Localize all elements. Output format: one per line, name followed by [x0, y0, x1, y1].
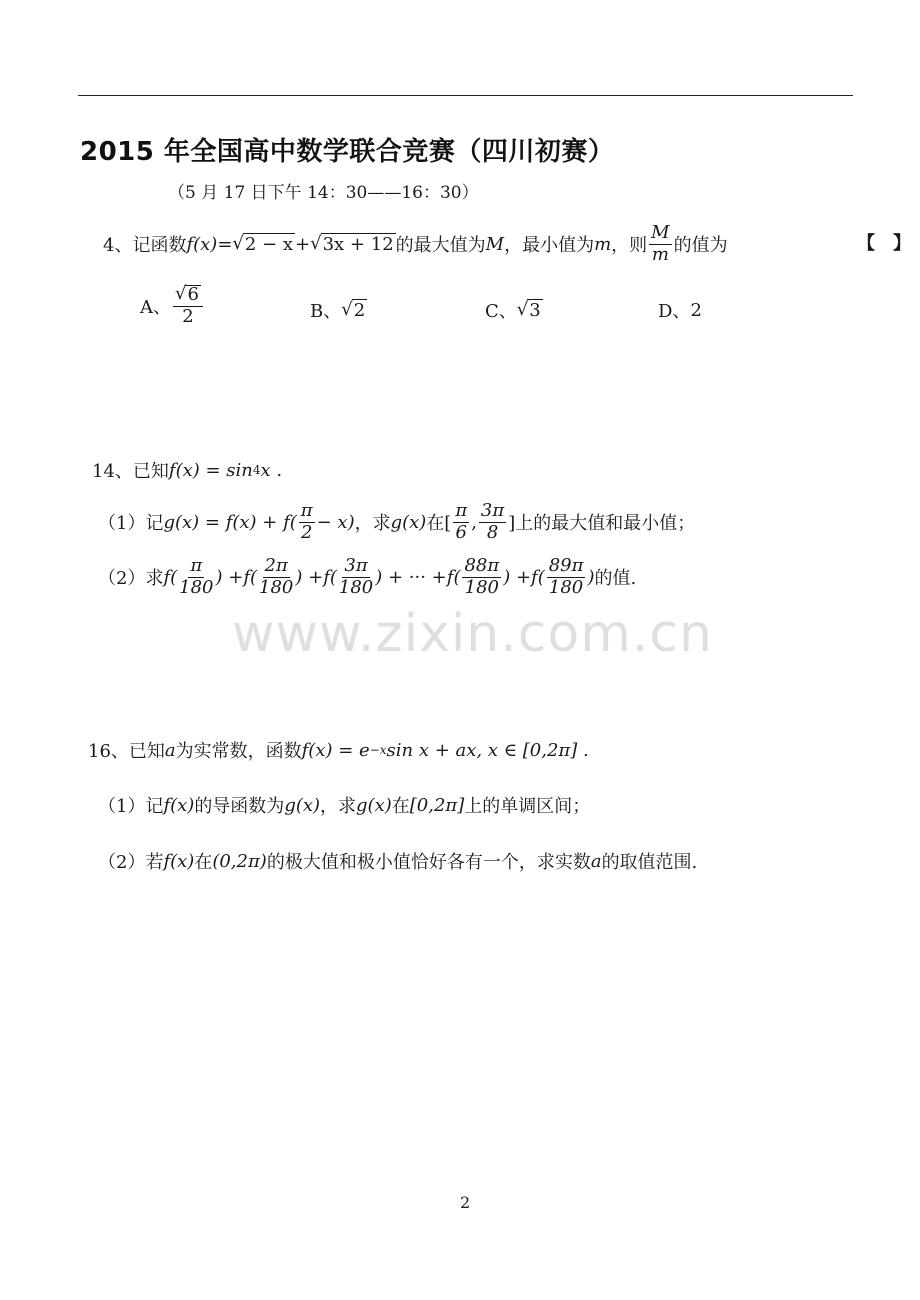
option-b-label: B、 — [310, 301, 342, 322]
q14-p1-a: 记 — [145, 513, 164, 535]
q14-p2-term3-den: 180 — [338, 576, 374, 598]
q14-p2-term5-pre: f( — [531, 566, 545, 588]
q14-p2-term1-post: ) + — [215, 566, 244, 588]
q14-p2-label: （2） — [98, 568, 146, 590]
q14-p2-term3-post: ) + ··· + — [375, 566, 447, 588]
q16-p1-d: 在 — [391, 796, 410, 817]
q16-b: 为实常数，函数 — [175, 741, 302, 762]
q14-p2-term1-frac — [179, 557, 213, 598]
q16-number: 16、 — [88, 741, 129, 762]
q16-p1-c: ，求 — [320, 796, 357, 817]
q16-p1-g2: g(x) — [356, 794, 392, 816]
q16-c: sin x + ax, x ∈ [0,2π] . — [386, 739, 589, 761]
q16-power: −x — [369, 743, 387, 757]
q14-p2-term1-num: π — [190, 555, 203, 576]
q4-tail: 的值为 — [673, 235, 728, 257]
option-a-num: 6 — [187, 284, 199, 305]
q14-power: 4 — [252, 463, 261, 477]
q16-p1-label: （1） — [98, 796, 146, 817]
q14-p1-g: g(x) = f(x) + f( — [163, 511, 297, 533]
q14-p1-frac2-num: 3π — [480, 500, 505, 521]
q14-p2-term5-post: ) — [587, 566, 595, 588]
q16-p2-fx: f(x) — [163, 850, 195, 872]
page-title: 2015 年全国高中数学联合竞赛（四川初赛） — [80, 137, 615, 167]
q16-p2-interval: (0,2π) — [212, 850, 267, 872]
q14-x: x . — [260, 459, 283, 481]
q4-rad1: 2 − x — [244, 234, 294, 256]
q16-p1-b: 的导函数为 — [194, 796, 285, 817]
q4-stem — [103, 224, 728, 265]
q14-p1-b: − x) — [316, 511, 355, 533]
q16-avar: a — [164, 739, 176, 761]
q14-p1-comma: , — [471, 511, 477, 533]
q4-plus: + — [295, 233, 311, 255]
option-d-val: 2 — [690, 299, 702, 321]
q14-p1-e: ]上的最大值和最小值； — [508, 513, 696, 535]
q14-stem — [92, 457, 282, 483]
q4-number: 4、 — [103, 235, 133, 257]
q14-p1-frac2 — [479, 502, 506, 543]
q16-fx: f(x) = e — [301, 739, 370, 761]
answer-bracket: 【 】 — [857, 233, 911, 254]
q14-p2-term4-pre: f( — [446, 566, 461, 588]
q4-fraction — [649, 224, 671, 265]
q14-p2-tail: 的值. — [594, 568, 637, 590]
option-a-den: 2 — [182, 305, 194, 327]
q14-p2-term5-den: 180 — [548, 576, 584, 598]
q14-p2-term3-frac — [339, 557, 373, 598]
q14-part1 — [98, 502, 695, 543]
q16-a: 已知 — [128, 741, 165, 762]
q16-p2-b: 在 — [194, 852, 213, 873]
q16-p1-e: 上的单调区间； — [464, 796, 591, 817]
option-d — [658, 297, 702, 323]
q4-sqrt2: √ 3x + 12 — [310, 233, 394, 256]
q14-p2-term2-den: 180 — [259, 576, 294, 598]
option-c-rad: 3 — [529, 300, 541, 321]
q14-p2-term2-post: ) + — [295, 566, 324, 588]
option-a — [140, 285, 205, 327]
q14-p2-term1-pre: f( — [163, 566, 178, 588]
q14-part2 — [98, 557, 636, 598]
q14-p2-term3-num: 3π — [344, 555, 368, 576]
option-c-label: C、 — [485, 301, 517, 322]
q14-fx: f(x) = sin — [168, 459, 253, 481]
q16-p1-a: 记 — [145, 796, 164, 817]
header-rule — [78, 95, 853, 96]
q4-mid3: ，则 — [611, 235, 648, 257]
q16-part2 — [98, 848, 697, 874]
q14-p2-term2-frac — [259, 557, 293, 598]
q14-p1-d: 在[ — [426, 513, 452, 535]
q14-p1-frac2-den: 8 — [486, 521, 499, 543]
q16-p2-c: 的极大值和极小值恰好各有一个，求实数 — [266, 852, 591, 873]
q14-p2-term4-den: 180 — [464, 576, 500, 598]
q14-p2-term1-den: 180 — [179, 576, 214, 598]
q4-M: M — [485, 233, 505, 255]
q4-eq: = — [217, 233, 233, 255]
q4-mid2: ，最小值为 — [504, 235, 595, 257]
q14-p1-frac1-den: 6 — [455, 521, 467, 543]
q16-p2-avar: a — [590, 850, 602, 872]
q14-p1-frac-den: 2 — [300, 521, 313, 543]
page-number: 2 — [460, 1193, 471, 1212]
q4-sqrt1: √ 2 − x — [232, 233, 294, 256]
q16-part1 — [98, 792, 590, 818]
q14-p2-term4-post: ) + — [503, 566, 532, 588]
q4-frac-num: M — [651, 222, 670, 243]
q14-p1-frac1 — [453, 502, 469, 543]
q14-p1-frac-num: π — [300, 500, 313, 521]
q14-p2-term5-frac — [547, 557, 586, 598]
option-b: B、 √ 2 — [310, 299, 366, 322]
q4-mid1: 的最大值为 — [395, 235, 486, 257]
q14-p2-a: 求 — [145, 568, 164, 590]
option-a-label: A、 — [140, 296, 171, 318]
q14-number: 14、 — [92, 461, 133, 482]
watermark: www.zixin.com.cn — [232, 604, 713, 664]
q4-m: m — [594, 233, 612, 255]
q14-p2-term2-pre: f( — [243, 566, 258, 588]
q16-stem — [88, 737, 589, 763]
q4-fx: f(x) — [186, 233, 218, 255]
q14-lead: 已知 — [132, 461, 169, 482]
q16-p2-label: （2） — [98, 852, 146, 873]
q14-p1-frac — [299, 502, 315, 543]
q14-p2-term3-pre: f( — [323, 566, 337, 588]
q14-p2-term2-num: 2π — [264, 555, 288, 576]
q14-p2-term4-frac — [462, 557, 501, 598]
q14-p1-g2: g(x) — [390, 511, 427, 533]
exam-time: （5 月 17 日下午 14：30——16：30） — [168, 183, 479, 203]
q16-p1-g: g(x) — [284, 794, 321, 816]
q16-p2-d: 的取值范围. — [601, 852, 698, 873]
q4-frac-den: m — [651, 243, 669, 265]
q14-p1-frac1-num: π — [455, 500, 468, 521]
option-c: C、 √ 3 — [485, 299, 541, 322]
q14-p1-label: （1） — [98, 513, 146, 535]
q4-rad2: 3x + 12 — [322, 234, 394, 256]
q16-p1-fx: f(x) — [163, 794, 195, 816]
option-a-fraction: √ 6 2 — [173, 285, 203, 327]
option-b-rad: 2 — [353, 300, 366, 321]
q14-p1-c: ，求 — [354, 513, 391, 535]
q16-p2-a: 若 — [145, 852, 164, 873]
option-d-label: D、 — [658, 301, 691, 322]
q16-p1-interval: [0,2π] — [409, 794, 465, 816]
q4-lead: 记函数 — [132, 235, 187, 257]
q14-p2-term4-num: 88π — [464, 555, 500, 576]
q14-p2-term5-num: 89π — [548, 555, 584, 576]
